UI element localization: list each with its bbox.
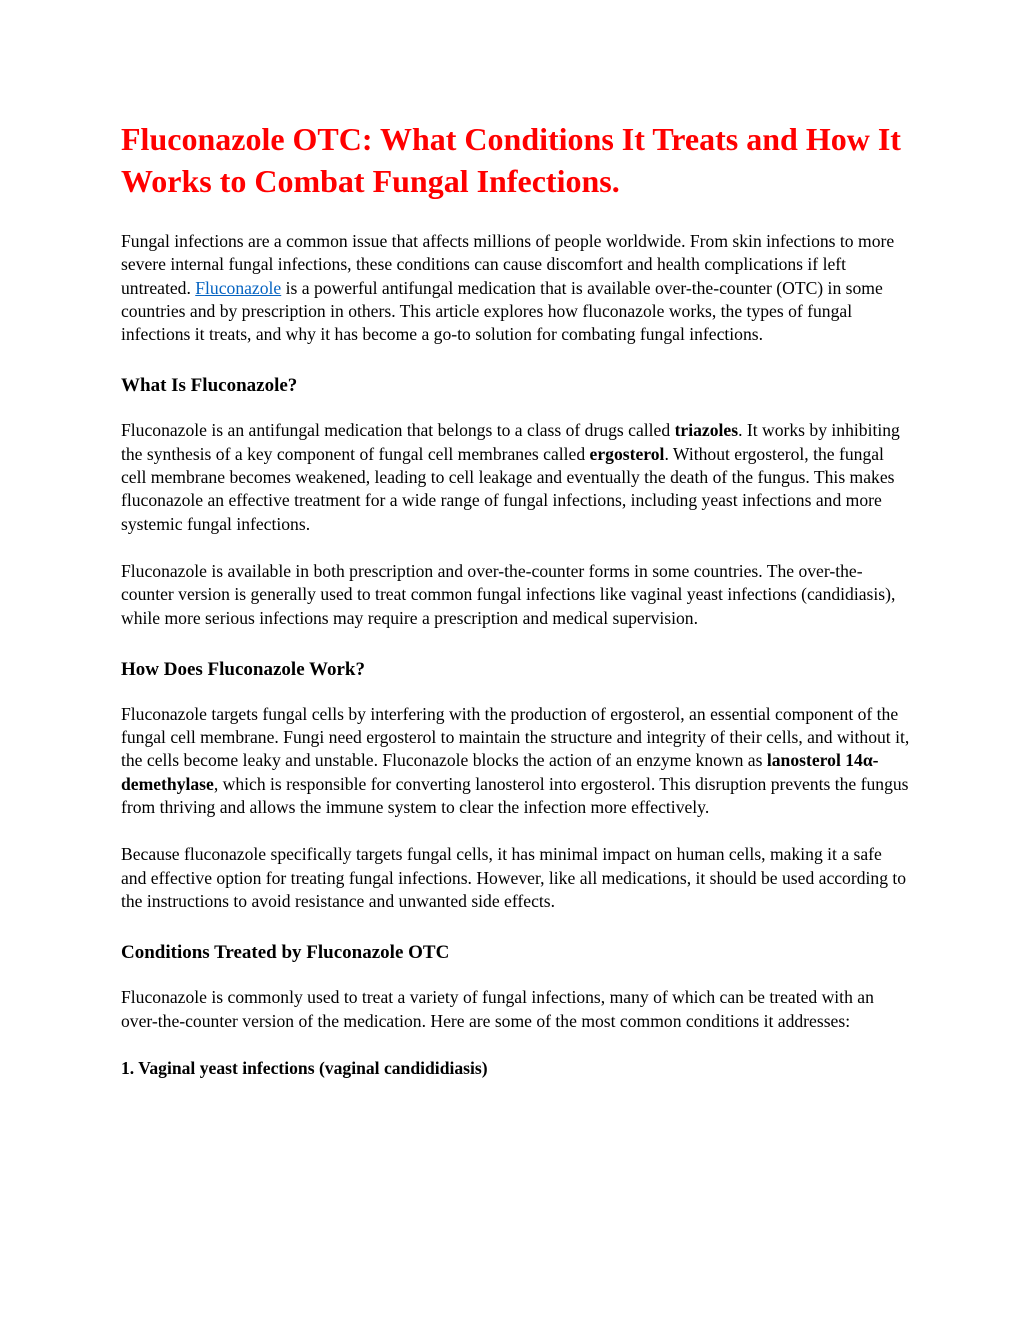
what-is-text-3: . Without ergosterol, the fungal cell membrane becomes weakened, leading to cell leakage and eventually the death of the fungus. This makes fluconazole an effective treatment for a wide range of fungal infections, including yeast infections and more systemic fungal infections. (121, 443, 895, 534)
intro-text-before-link: Fungal infections are a common issue that affects millions of people worldwide. From skin infections to more severe internal fungal infections, these conditions can cause discomfort and health complications if left untreated. (121, 231, 895, 298)
page-title: Fluconazole OTC: What Conditions It Treats and How It Works to Combat Fungal Infections. (121, 121, 901, 199)
how-works-text-1: Fluconazole targets fungal cells by interfering with the production of ergosterol, an essential component of the fungal cell membrane. Fungi need ergosterol to maintain the structure and integrity of their cells, and without it, the cells become leaky and unstable. Fluconazole blocks the action of an enzyme known as (121, 703, 910, 771)
what-is-paragraph-2: Fluconazole is available in both prescription and over-the-counter forms in some countries. The over-the-counter version is generally used to treat common fungal infections like vaginal yeast infections (candidiasis), while more serious infections may require a prescription and medical supervision. (121, 560, 896, 628)
what-is-text-1: Fluconazole is an antifungal medication that belongs to a class of drugs called (121, 420, 675, 441)
how-works-paragraph-2: Because fluconazole specifically targets fungal cells, it has minimal impact on human cells, making it a safe and effective option for treating fungal infections. However, like all medications, it should be used according to the instructions to avoid resistance and unwanted side effects. (121, 844, 907, 911)
section-heading-what-is: What Is Fluconazole? (121, 375, 298, 397)
fluconazole-link[interactable]: Fluconazole (195, 277, 282, 298)
ergosterol-term: ergosterol (589, 443, 665, 464)
document-page (121, 118, 911, 1080)
section-heading-how-works: How Does Fluconazole Work? (121, 658, 366, 680)
intro-paragraph (121, 230, 911, 346)
intro-text-after-link: is a powerful antifungal medication that is available over-the-counter (OTC) in some countries and by prescription in others. This article explores how fluconazole works, the types of fungal infections it treats, and why it has become a go-to solution for combating fungal infections. (121, 277, 883, 345)
how-works-paragraph-1 (121, 703, 911, 819)
what-is-text-2: . It works by inhibiting the synthesis of a key component of fungal cell membranes called (121, 420, 900, 464)
how-works-text-2: , which is responsible for converting lanosterol into ergosterol. This disruption prevents the fungus from thriving and allows the immune system to clear the infection more effectively. (121, 773, 909, 818)
what-is-paragraph-1 (121, 419, 911, 535)
enzyme-term: lanosterol 14α-demethylase (121, 750, 879, 794)
subheading-vaginal-yeast: 1. Vaginal yeast infections (vaginal candididiasis) (121, 1057, 488, 1078)
triazoles-term: triazoles (674, 420, 739, 441)
conditions-paragraph-1: Fluconazole is commonly used to treat a variety of fungal infections, many of which can be treated with an over-the-counter version of the medication. Here are some of the most common conditions it addresses: (121, 987, 874, 1031)
section-heading-conditions: Conditions Treated by Fluconazole OTC (121, 942, 450, 964)
